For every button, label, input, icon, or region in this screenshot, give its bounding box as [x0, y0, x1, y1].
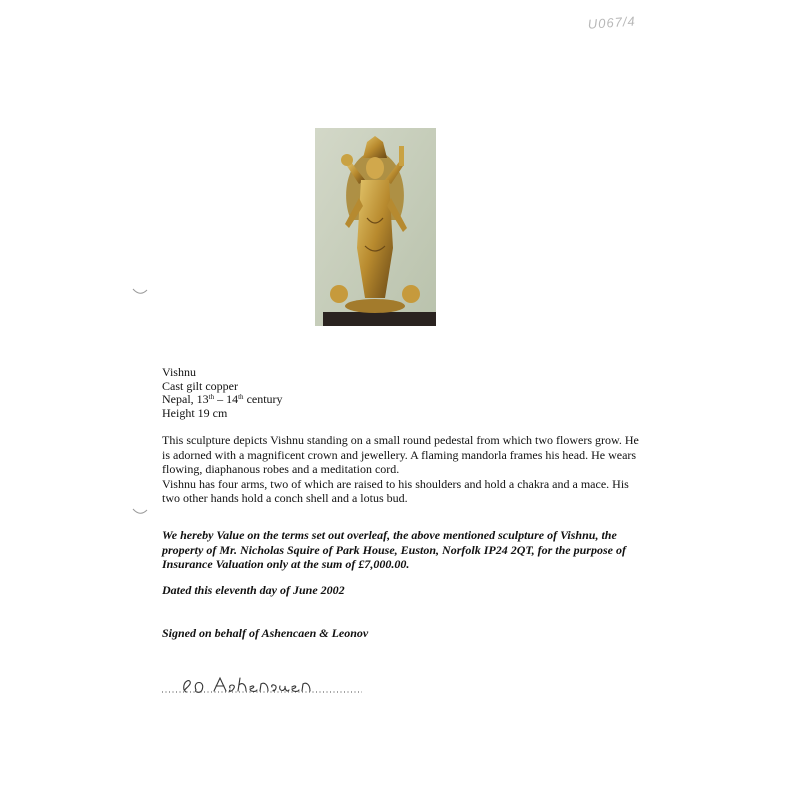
origin-dash: – 14 — [214, 392, 239, 406]
century-superscript-1: th — [208, 393, 215, 401]
dated-line: Dated this eleventh day of June 2002 — [162, 583, 345, 597]
description-paragraph-2: Vishnu has four arms, two of which are raised to his shoulders and hold a chakra and a mace. His two other hands hold a conch shell and a lotus bud. — [162, 476, 629, 505]
valuation-statement: We hereby Value on the terms set out overleaf, the above mentioned sculpture of Vishnu, the property of Mr. Nicholas Squire of Park House, Euston, Norfolk IP24 2QT, for the purpose of Insurance Valuation only at the sum of £7,000.00. — [162, 528, 626, 571]
century-superscript-2: th — [238, 393, 244, 401]
punch-hole-mark-top — [132, 287, 148, 297]
item-material: Cast gilt copper — [162, 378, 238, 393]
description-paragraph-1: This sculpture depicts Vishnu standing on a small round pedestal from which two flowers grow. He is adorned with a magnificent crown and jewellery. A flaming mandorla frames his head. He wears flowing, diaphanous robes and a meditation cord. — [162, 433, 639, 476]
item-caption — [162, 366, 562, 420]
handwritten-reference-mark: U067/4 — [587, 13, 637, 32]
signed-on-behalf-line: Signed on behalf of Ashencaen & Leonov — [162, 626, 369, 640]
handwritten-signature — [162, 674, 372, 698]
sculpture-photo — [315, 128, 436, 326]
item-height: Height 19 cm — [162, 405, 228, 420]
item-title: Vishnu — [162, 365, 196, 379]
origin-prefix: Nepal, 13 — [162, 392, 209, 406]
item-origin — [162, 393, 562, 407]
origin-suffix: century — [243, 392, 283, 406]
punch-hole-mark-bottom — [132, 507, 148, 517]
item-description — [162, 433, 642, 506]
